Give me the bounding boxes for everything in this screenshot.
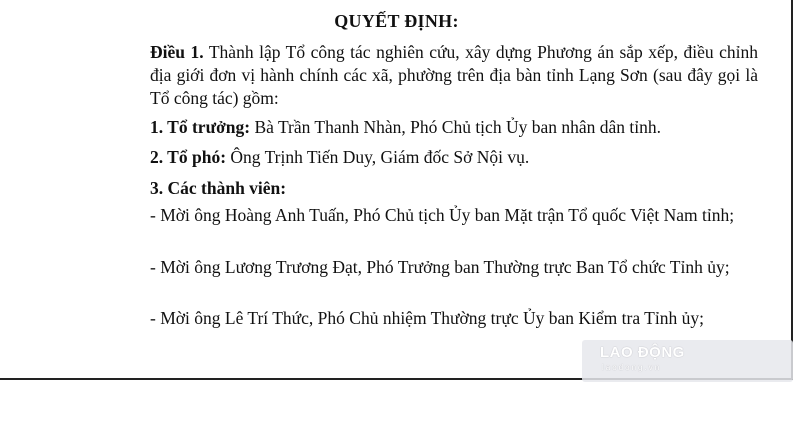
leader-line — [150, 116, 730, 139]
leader-text: Bà Trần Thanh Nhàn, Phó Chủ tịch Ủy ban nhân dân tỉnh. — [250, 117, 661, 137]
deputy-line — [150, 146, 730, 169]
deputy-text: Ông Trịnh Tiến Duy, Giám đốc Sở Nội vụ. — [226, 147, 530, 167]
deputy-label: 2. Tổ phó: — [150, 147, 227, 167]
member-item-3: - Mời ông Lê Trí Thức, Phó Chủ nhiệm Thường trực Ủy ban Kiểm tra Tỉnh ủy; — [150, 308, 704, 328]
watermark-site: laodong.vn — [602, 363, 662, 372]
member-item-2: - Mời ông Lương Trương Đạt, Phó Trưởng ban Thường trực Ban Tổ chức Tỉnh ủy; — [150, 257, 730, 277]
member-item-1: - Mời ông Hoàng Anh Tuấn, Phó Chủ tịch Ủy ban Mặt trận Tổ quốc Việt Nam tỉnh; — [150, 205, 735, 225]
article-1-text: Thành lập Tổ công tác nghiên cứu, xây dựng Phương án sắp xếp, điều chỉnh địa giới đơn vị hành chính các xã, phường trên địa bàn tỉnh Lạng Sơn (sau đây gọi là Tổ công tác) gồm: — [150, 42, 758, 108]
article-1-label: Điều 1. — [150, 42, 204, 62]
decision-title: QUYẾT ĐỊNH: — [334, 11, 459, 31]
watermark — [582, 340, 793, 382]
article-1-paragraph — [113, 41, 758, 110]
watermark-logo: LAO ĐỘNG — [600, 344, 685, 361]
members-heading: 3. Các thành viên: — [150, 178, 287, 198]
leader-label: 1. Tổ trưởng: — [150, 117, 251, 137]
